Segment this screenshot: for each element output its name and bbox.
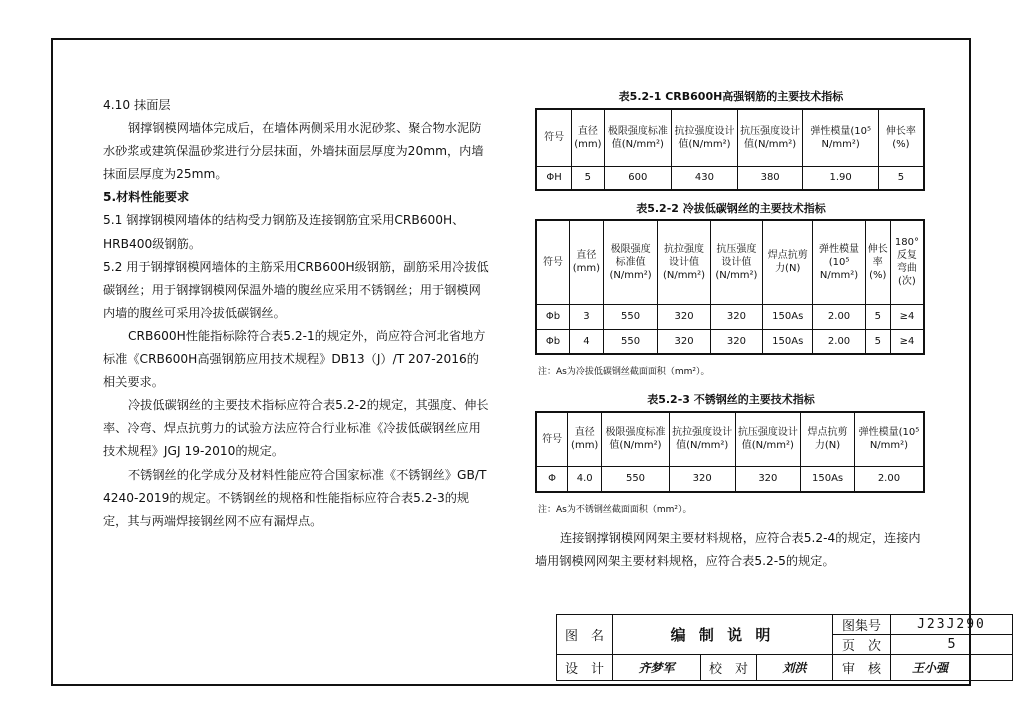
table-cell: Φb <box>536 304 570 329</box>
paragraph-5-2: 5.2 用于钢撑钢模网墙体的主筋采用CRB600H级钢筋，副筋采用冷拔低碳钢丝；用于钢撑钢模网保温外墙的腹丝应采用不锈钢丝；用于钢模网内墙的腹丝可采用冷拔低碳钢丝。 <box>103 259 489 320</box>
table-cell: ≥4 <box>890 304 924 329</box>
table-cell: 320 <box>658 304 710 329</box>
header-cell: 伸长率(%) <box>865 220 890 304</box>
section-4-10-heading: 4.10 抹面层 <box>103 98 171 112</box>
table-cell: 320 <box>710 329 762 354</box>
header-cell: 弹性模量(10⁵ N/mm²) <box>854 412 924 466</box>
paragraph-mesh-frame <box>535 527 927 573</box>
paragraph-5-1: 5.1 钢撑钢模网墙体的结构受力钢筋及连接钢筋宜采用CRB600H、HRB400级钢筋。 <box>103 213 465 251</box>
table-header-row <box>536 109 924 166</box>
left-column <box>103 94 491 533</box>
header-cell: 极限强度标准值(N/mm²) <box>604 109 672 166</box>
table-cell: ≥4 <box>890 329 924 354</box>
table-cell: 5 <box>865 329 890 354</box>
table-cell: 550 <box>603 304 657 329</box>
header-cell: 抗压强度设计值(N/mm²) <box>735 412 801 466</box>
table-cell: 4.0 <box>568 466 602 492</box>
header-cell: 焊点抗剪力(N) <box>801 412 855 466</box>
table-5-2-3 <box>535 411 925 493</box>
table-cell: 550 <box>603 329 657 354</box>
paragraph-crb600h: CRB600H性能指标除符合表5.2-1的规定外，尚应符合河北省地方标准《CRB600H高强钢筋应用技术规程》DB13（J）/T 207-2016的相关要求。 <box>103 328 486 390</box>
table-cell: 2.00 <box>854 466 924 492</box>
header-cell: 符号 <box>536 220 570 304</box>
table-cell: 5 <box>865 304 890 329</box>
table-cell: 320 <box>710 304 762 329</box>
table-header-row <box>536 220 924 304</box>
table-cell: 2.00 <box>813 329 865 354</box>
title-block-row <box>557 655 1013 681</box>
table-cell: 320 <box>658 329 710 354</box>
table-5-2-1-title: 表5.2-1 CRB600H高强钢筋的主要技术指标 <box>618 90 844 103</box>
table-cell: 600 <box>604 166 672 190</box>
table-cell: 320 <box>735 466 801 492</box>
table-5-2-3-note: 注：As为不锈钢丝截面面积（mm²）。 <box>538 505 692 515</box>
check-label: 校 对 <box>701 655 757 681</box>
header-cell: 抗拉强度设计值(N/mm²) <box>658 220 710 304</box>
table-row <box>536 304 924 329</box>
header-cell: 直径(mm) <box>572 109 604 166</box>
design-label: 设 计 <box>557 655 613 681</box>
atlas-no: J23J290 <box>891 615 1013 635</box>
header-cell: 抗压强度设计值(N/mm²) <box>710 220 762 304</box>
table-cell: Φ <box>536 466 568 492</box>
table-cell: 150As <box>763 304 813 329</box>
design-signature: 齐梦军 <box>613 655 701 681</box>
header-cell: 弹性模量(10⁵ N/mm²) <box>803 109 878 166</box>
header-cell: 180°反复弯曲(次) <box>890 220 924 304</box>
header-cell: 抗拉强度设计值(N/mm²) <box>669 412 735 466</box>
table-cell: Φb <box>536 329 570 354</box>
header-cell: 伸长率(%) <box>878 109 924 166</box>
table-cell: 430 <box>672 166 738 190</box>
atlas-no-label: 图集号 <box>833 615 891 635</box>
table-cell: 380 <box>737 166 803 190</box>
table-cell: 150As <box>763 329 813 354</box>
table-cell: 5 <box>572 166 604 190</box>
title-block <box>556 614 1013 681</box>
paragraph-stainless-wire: 不锈钢丝的化学成分及材料性能应符合国家标准《不锈钢丝》GB/T 4240-2019的规定。不锈钢丝的规格和性能指标应符合表5.2-3的规定，其与两端焊接钢丝网不应有漏焊点。 <box>103 467 487 528</box>
table-5-2-2-note: 注：As为冷拔低碳钢丝截面面积（mm²）。 <box>538 367 710 377</box>
table-row <box>536 329 924 354</box>
table-cell: 3 <box>570 304 604 329</box>
table-cell: 2.00 <box>813 304 865 329</box>
check-signature: 刘洪 <box>757 655 833 681</box>
header-cell: 弹性模量(10⁵ N/mm²) <box>813 220 865 304</box>
table-5-2-1 <box>535 108 925 191</box>
figure-name: 编 制 说 明 <box>613 615 833 655</box>
paragraph-cold-drawn-wire: 冷拔低碳钢丝的主要技术指标应符合表5.2-2的规定，其强度、伸长率、冷弯、焊点抗剪力的试验方法应符合行业标准《冷拔低碳钢丝应用技术规程》JGJ 19-2010的规定。 <box>103 398 489 459</box>
table-row <box>536 466 924 492</box>
paragraph-plaster: 钢撑钢模网墙体完成后，在墙体两侧采用水泥砂浆、聚合物水泥防水砂浆或建筑保温砂浆进行分层抹面，外墙抹面层厚度为20mm，内墙抹面层厚度为25mm。 <box>103 121 484 182</box>
header-cell: 极限强度标准值(N/mm²) <box>602 412 670 466</box>
paragraph-mesh-frame-text: 连接钢撑钢模网网架主要材料规格，应符合表5.2-4的规定，连接内墙用钢模网网架主要材料规格，应符合表5.2-5的规定。 <box>535 531 921 568</box>
table-cell: 150As <box>801 466 855 492</box>
table-cell: 320 <box>669 466 735 492</box>
table-cell: 1.90 <box>803 166 878 190</box>
title-block-blank <box>970 655 1013 681</box>
table-5-2-2-title: 表5.2-2 冷拔低碳钢丝的主要技术指标 <box>636 202 826 215</box>
section-5-heading: 5.材料性能要求 <box>103 190 190 205</box>
table-cell: 550 <box>602 466 670 492</box>
header-cell: 焊点抗剪力(N) <box>763 220 813 304</box>
table-cell: ΦH <box>536 166 572 190</box>
header-cell: 符号 <box>536 412 568 466</box>
review-signature: 王小强 <box>891 655 970 681</box>
page-number: 5 <box>891 635 1013 655</box>
header-cell: 抗拉强度设计值(N/mm²) <box>672 109 738 166</box>
table-5-2-2 <box>535 219 925 355</box>
table-5-2-3-title: 表5.2-3 不锈钢丝的主要技术指标 <box>647 393 815 406</box>
page-label: 页 次 <box>833 635 891 655</box>
table-header-row <box>536 412 924 466</box>
figure-name-label: 图 名 <box>557 615 613 655</box>
table-cell: 5 <box>878 166 924 190</box>
header-cell: 直径(mm) <box>570 220 604 304</box>
header-cell: 极限强度标准值(N/mm²) <box>603 220 657 304</box>
title-block-row <box>557 615 1013 635</box>
header-cell: 抗压强度设计值(N/mm²) <box>737 109 803 166</box>
header-cell: 符号 <box>536 109 572 166</box>
table-row <box>536 166 924 190</box>
review-label: 审 核 <box>833 655 891 681</box>
table-cell: 4 <box>570 329 604 354</box>
header-cell: 直径(mm) <box>568 412 602 466</box>
